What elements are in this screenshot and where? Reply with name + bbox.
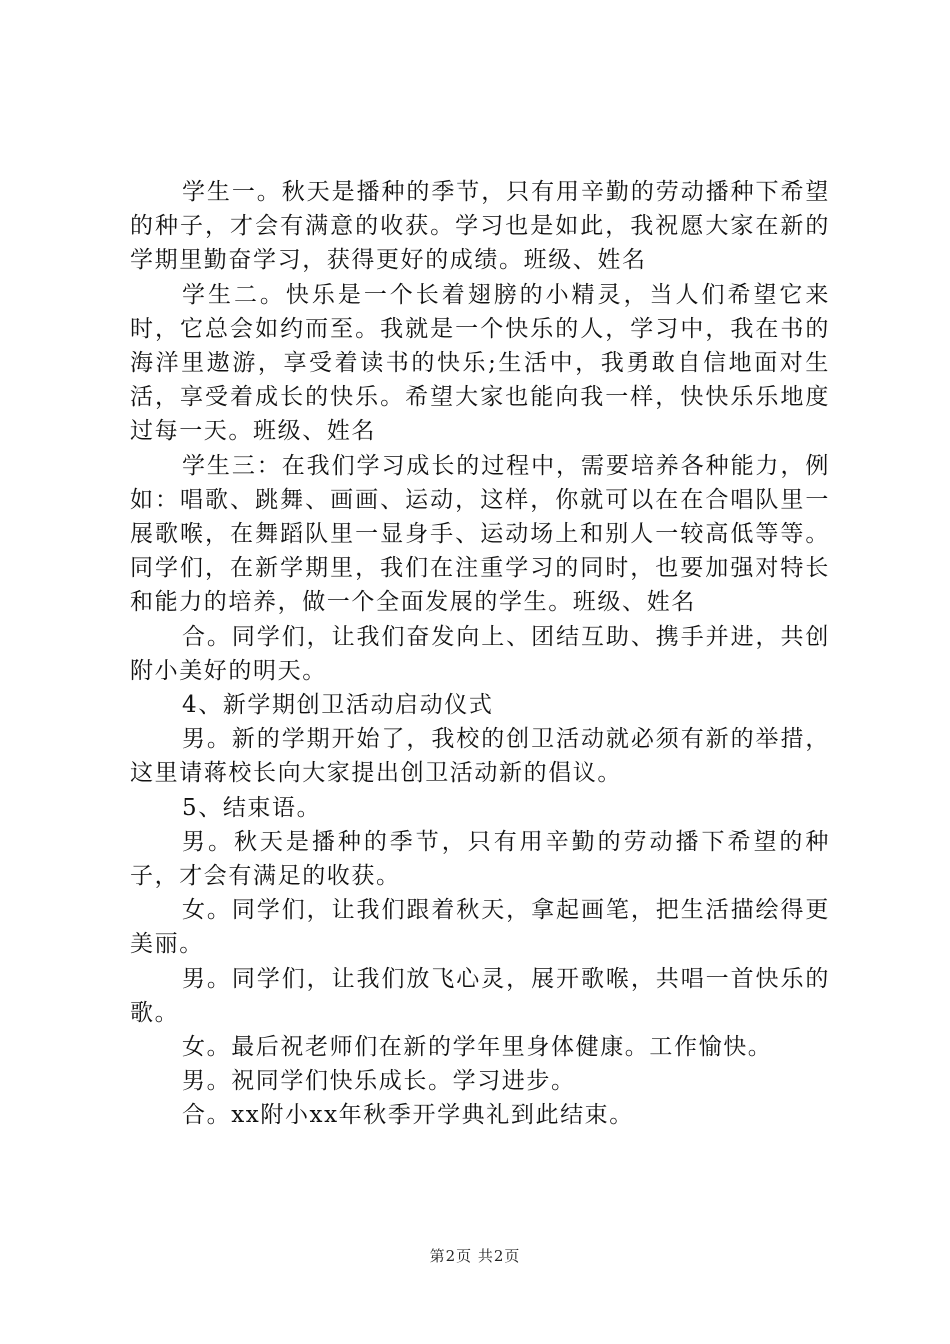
section-heading-4: 4、新学期创卫活动启动仪式	[182, 692, 494, 719]
paragraph-female-two: 女。最后祝老师们在新的学年里身体健康。工作愉快。	[182, 1034, 773, 1061]
paragraph-female-one: 女。同学们，让我们跟着秋天，拿起画笔，把生活描绘得更美丽。	[130, 897, 830, 958]
paragraph-together-one: 合。同学们，让我们奋发向上、团结互助、携手并进，共创附小美好的明天。	[130, 623, 830, 684]
paragraph-together-two: 合。xx附小xx年秋季开学典礼到此结束。	[182, 1102, 634, 1129]
section-heading-5: 5、结束语。	[182, 794, 322, 821]
document-body	[130, 175, 830, 1133]
paragraph-male-four: 男。祝同学们快乐成长。学习进步。	[182, 1068, 576, 1095]
paragraph-male-three: 男。同学们，让我们放飞心灵，展开歌喉，共唱一首快乐的歌。	[130, 965, 830, 1026]
paragraph-student-one: 学生一。秋天是播种的季节，只有用辛勤的劳动播种下希望的种子，才会有满意的收获。学习也是如此，我祝愿大家在新的学期里勤奋学习，获得更好的成绩。班级、姓名	[130, 179, 830, 274]
paragraph-male-one: 男。新的学期开始了，我校的创卫活动就必须有新的举措，这里请蒋校长向大家提出创卫活动新的倡议。	[130, 726, 830, 787]
paragraph-student-two: 学生二。快乐是一个长着翅膀的小精灵，当人们希望它来时，它总会如约而至。我就是一个快乐的人，学习中，我在书的海洋里遨游，享受着读书的快乐;生活中，我勇敢自信地面对生活，享受着成长的快乐。希望大家也能向我一样，快快乐乐地度过每一天。班级、姓名	[130, 281, 830, 445]
page-footer: 第2页 共2页	[429, 1247, 521, 1265]
paragraph-student-three: 学生三：在我们学习成长的过程中，需要培养各种能力，例如：唱歌、跳舞、画画、运动，这样，你就可以在在合唱队里一展歌喉，在舞蹈队里一显身手、运动场上和别人一较高低等等。同学们，在新学期里，我们在注重学习的同时，也要加强对特长和能力的培养，做一个全面发展的学生。班级、姓名	[130, 452, 830, 616]
paragraph-male-two: 男。秋天是播种的季节，只有用辛勤的劳动播下希望的种子，才会有满足的收获。	[130, 828, 830, 890]
